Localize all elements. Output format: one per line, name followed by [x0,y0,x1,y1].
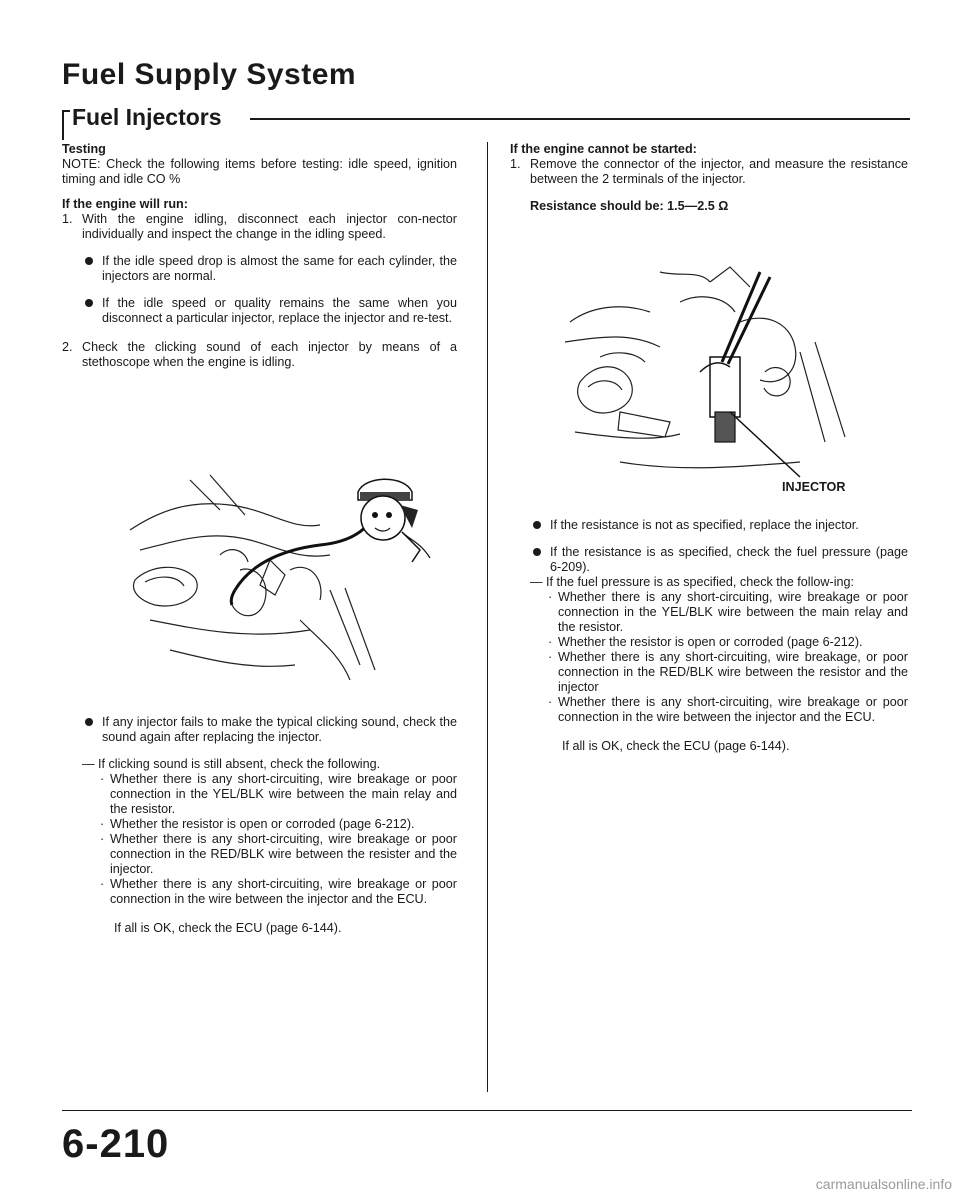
bullet-dot [85,718,93,726]
dash-mark: — [530,575,543,589]
step-text: Remove the connector of the injector, and measure the resistance between the 2 terminals of the injector. [530,157,908,186]
right-ok-line: If all is OK, check the ECU (page 6-144). [562,739,790,753]
right-bullet-2 [530,545,908,575]
subtitle-bracket-vertical [62,110,64,140]
left-check-item: · Whether there is any short-circuiting, wire breakage or poor connection in the wire between the injector and the ECU. [100,877,457,906]
left-ok-line: If all is OK, check the ECU (page 6-144). [114,921,342,935]
right-column-top [510,142,908,214]
stethoscope-illustration [120,470,440,685]
right-check-list [546,590,908,725]
step-number: 2. [62,340,73,354]
section-title: Fuel Injectors [72,104,222,130]
right-column-bottom [510,518,908,754]
injector-label: INJECTOR [782,480,846,494]
engine-not-start-heading: If the engine cannot be started: [510,142,697,156]
right-check-item: · Whether there is any short-circuiting, wire breakage or poor connection in the wire between the injector and the ECU. [548,695,908,724]
left-bullet-3 [82,715,457,745]
left-bullet-2 [82,296,457,326]
bullet-dot [533,521,541,529]
right-dash-1 [530,575,908,590]
bullet-text: If the resistance is not as specified, replace the injector. [550,518,859,532]
column-divider [487,142,488,1092]
left-column-bottom [62,715,457,936]
step-text: Check the clicking sound of each injector by means of a stethoscope when the engine is idling. [82,340,457,369]
dash-text: If clicking sound is still absent, check the following. [98,757,381,771]
page-title: Fuel Supply System [62,58,357,91]
left-check-item: · Whether the resistor is open or corroded (page 6-212). [100,817,415,831]
subtitle-bracket-horizontal [62,110,70,112]
bullet-dot [533,548,541,556]
left-step-2 [62,340,457,370]
bullet-text: If the resistance is as specified, check the fuel pressure (page 6-209). [550,545,908,574]
step-number: 1. [62,212,73,226]
bullet-text: If any injector fails to make the typical clicking sound, check the sound again after replacing the injector. [102,715,457,744]
bullet-dot [85,299,93,307]
engine-run-heading: If the engine will run: [62,197,188,211]
testing-heading: Testing [62,142,106,156]
step-number: 1. [510,157,521,171]
footer-rule [62,1110,912,1111]
watermark: carmanualsonline.info [815,1176,952,1192]
left-dash-1 [82,757,457,772]
left-bullet-1 [82,254,457,284]
left-column-top [62,142,457,370]
left-check-item: · Whether there is any short-circuiting, wire breakage or poor connection in the RED/BLK wire between the resister and the injector. [100,832,457,876]
step-text: With the engine idling, disconnect each injector con-nector individually and inspect the change in the idling speed. [82,212,457,241]
dash-mark: — [82,757,95,771]
mechanic-figure [358,479,430,562]
bullet-text: If the idle speed drop is almost the same for each cylinder, the injectors are normal. [102,254,457,283]
injector-illustration [560,262,860,497]
right-check-item: · Whether there is any short-circuiting, wire breakage or poor connection in the YEL/BLK wire between the main relay and the resistor. [548,590,908,634]
section-rule [250,118,910,120]
right-check-item: · Whether the resistor is open or corroded (page 6-212). [548,635,863,649]
right-check-item: · Whether there is any short-circuiting, wire breakage, or poor connection in the RED/BLK wire between the resistor and the injector [548,650,908,694]
testing-note: NOTE: Check the following items before testing: idle speed, ignition timing and idle CO % [62,157,457,186]
left-step-1 [62,212,457,242]
left-check-list [98,772,457,907]
bullet-dot [85,257,93,265]
dash-text: If the fuel pressure is as specified, check the follow-ing: [546,575,854,589]
resistance-spec: Resistance should be: 1.5—2.5 Ω [530,199,729,213]
bullet-text: If the idle speed or quality remains the same when you disconnect a particular injector, replace the injector and re-test. [102,296,457,325]
left-check-item: · Whether there is any short-circuiting, wire breakage or poor connection in the YEL/BLK wire between the main relay and the resistor. [100,772,457,816]
right-step-1 [510,157,908,187]
right-bullet-1 [530,518,908,533]
page-number: 6-210 [62,1122,170,1166]
